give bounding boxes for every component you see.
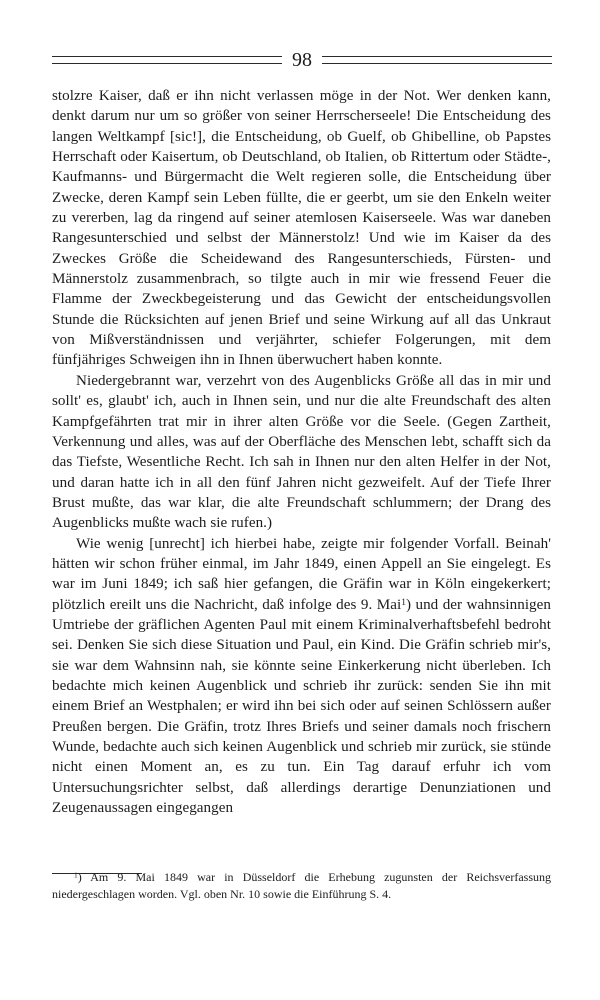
paragraph-3-text-start: Wie wenig [unrecht] ich hierbei habe, zeigte mir folgender Vorfall. Beinah' hätten wir schon früher einmal, im Jahr 1849, einen Appell an Sie eingelegt. Es war im Juni 1849; ich saß hier gefangen, die Gräfin war in Köln eingekerkert; plötzlich ereilt uns die Nachricht, daß infolge des 9. Mai <box>52 535 551 613</box>
footnote-mark: 1 <box>74 870 78 880</box>
page-header <box>52 48 552 72</box>
body-text <box>52 86 551 818</box>
footnote-text: ) Am 9. Mai 1849 war in Düsseldorf die Erhebung zugunsten der Reichsverfassung niedergeschlagen worden. Vgl. oben Nr. 10 sowie die Einführung S. 4. <box>52 870 551 901</box>
paragraph-2: Niedergebrannt war, verzehrt von des Augenblicks Größe all das in mir und sollt' es, glaubt' ich, auch in Ihnen sein, und nur die alte Freundschaft des alten Kampfgefährten trat mir in ihrer alten Größe vor die Seele. (Gegen Zartheit, Verkennung und alles, was auf der Oberfläche des Menschen lebt, schafft sich da das Tiefste, Wesentliche Recht. Ich sah in Ihnen nur den alten Helfer in der Not, und daran hatte ich in all den fünf Jahren nicht gezweifelt. Auf der Tiefe Ihrer Brust mußte, das war klar, die alte Freundschaft schlummern; der Drang des Augenblicks mußte wach sie rufen.) <box>52 372 551 532</box>
page-number: 98 <box>292 49 312 71</box>
paragraph-3 <box>52 534 551 819</box>
footnote <box>52 869 551 903</box>
footnote-reference: 1 <box>401 597 406 608</box>
header-rule-right <box>322 56 552 64</box>
paragraph-1: stolzre Kaiser, daß er ihn nicht verlassen möge in der Not. Wer denken kann, denkt darum nur um so größer von seiner Herrscherseele! Die Entscheidung des langen Weltkampf [sic!], die Entscheidung, ob Guelf, ob Ghibelline, ob Papstes Herrschaft oder Kaisertum, ob Deutschland, ob Italien, ob Rittertum oder Städte-, Kaufmanns- und Bürgermacht die Welt regieren solle, die Entscheidung über Zwecke, deren Kampf sein Leben füllte, die er geerbt, um sie den Enkeln weiter zu vererben, lag da ringend auf seiner atemlosen Kaiserseele. Was war daneben Rangesunterschied und selbst der Männerstolz! Und wie im Kaiser da des Zweckes Größe die Scheidewand des Rangesunterschieds, Fürsten- und Männerstolz zusammenbrach, so tilgte auch in mir wie fressend Feuer die Flamme der Zweckbegeisterung und das Gewicht der entscheidungsvollen Stunde die Rücksichten auf jenen Brief und seine Wirkung auf all das Unkraut von Mißverständnissen und verjährter, schiefer Folgerungen, mit dem fünfjähriges Schweigen ihn in Ihnen überwuchert haben konnte. <box>52 88 551 369</box>
header-rule-left <box>52 56 282 64</box>
paragraph-3-text-end: ) und der wahnsinnigen Umtriebe der gräflichen Agenten Paul mit einem Kriminalverhaftsbefehl bedroht sei. Denken Sie sich diese Situation und Paul, ein Kind. Die Gräfin schrieb mir's, sie war dem Wahnsinn nah, sie könnte seine Einkerkerung nicht überleben. Ich bedachte mich keinen Augenblick und schrieb ihr zurück: senden Sie ihn mit einem Brief an Westphalen; er wird ihn bei sich oder auf seinen Schlössern außer Preußen bergen. Die Gräfin, trotz Ihres Briefs und seiner damals noch frischern Wunde, bedachte auch sich keinen Augenblick und schrieb mir zurück, sie stünde nicht einen Moment an, es zu tun. Ein Tag darauf erfuhr ich vom Untersuchungsrichter selbst, daß allerdings derartige Denunziationen und Zeugenaussagen eingegangen <box>52 596 552 817</box>
